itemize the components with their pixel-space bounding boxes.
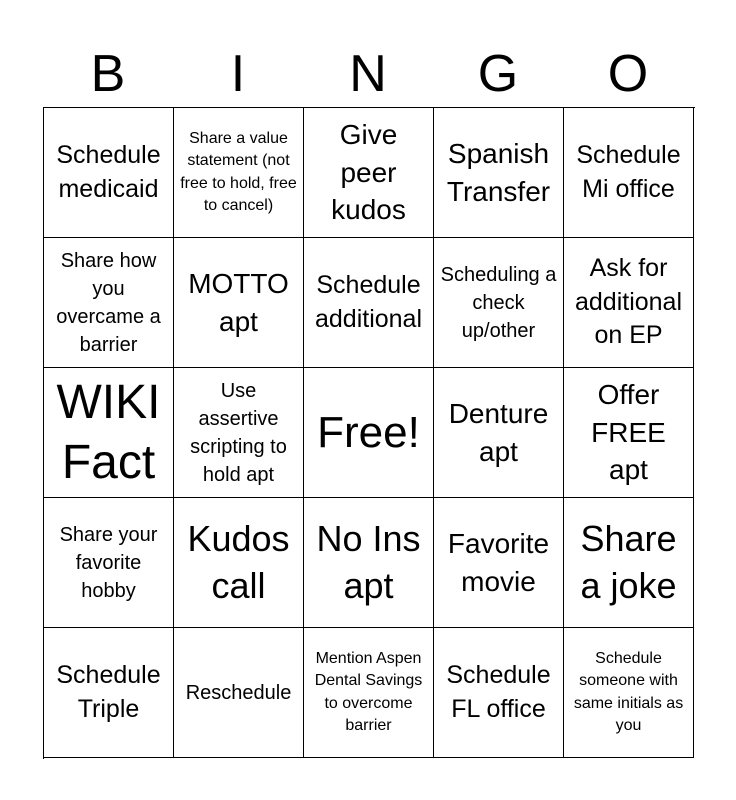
bingo-cell[interactable] xyxy=(304,628,434,758)
header-letter-n: N xyxy=(349,45,387,103)
bingo-cell[interactable] xyxy=(434,238,564,368)
bingo-cell[interactable] xyxy=(44,368,174,498)
cell-text: Reschedule xyxy=(185,681,292,704)
bingo-cell[interactable] xyxy=(44,628,174,758)
header-letter-i: I xyxy=(230,45,246,103)
cell-text: Share how you overcame a barrier xyxy=(56,249,161,356)
cell-text: MOTTO apt xyxy=(188,267,289,337)
cell-text: Offer FREE apt xyxy=(591,378,666,486)
cell-text: Kudos call xyxy=(187,517,290,606)
cell-text: Schedule someone with same initials as you xyxy=(573,649,684,734)
cell-text: Schedule Triple xyxy=(56,660,161,723)
cell-text: Favorite movie xyxy=(447,527,550,597)
cell-text: Schedule FL office xyxy=(446,660,551,723)
cell-text: Schedule medicaid xyxy=(56,140,161,203)
bingo-cell[interactable] xyxy=(174,628,304,758)
cell-text: WIKI Fact xyxy=(56,375,161,489)
bingo-cell[interactable] xyxy=(44,498,174,628)
bingo-cell[interactable] xyxy=(44,238,174,368)
header-letter-o: O xyxy=(607,45,649,103)
header-letter-g: G xyxy=(477,45,519,103)
bingo-cell[interactable] xyxy=(564,108,694,238)
cell-text: Schedule Mi office xyxy=(576,140,681,203)
free-space[interactable] xyxy=(304,368,434,498)
cell-text: Spanish Transfer xyxy=(446,137,551,207)
bingo-cell[interactable] xyxy=(174,368,304,498)
bingo-cell[interactable] xyxy=(564,368,694,498)
bingo-cell[interactable] xyxy=(174,498,304,628)
bingo-cell[interactable] xyxy=(174,108,304,238)
bingo-cell[interactable] xyxy=(564,238,694,368)
bingo-cell[interactable] xyxy=(304,498,434,628)
bingo-cell[interactable] xyxy=(434,108,564,238)
bingo-cell[interactable] xyxy=(174,238,304,368)
cell-text: Ask for additional on EP xyxy=(574,253,683,350)
bingo-cell[interactable] xyxy=(434,628,564,758)
cell-text: Share a value statement (not free to hold, free to cancel) xyxy=(180,129,297,214)
cell-text: Denture apt xyxy=(448,397,549,467)
bingo-cell[interactable] xyxy=(304,238,434,368)
bingo-cell[interactable] xyxy=(564,628,694,758)
cell-text: Share your favorite hobby xyxy=(59,523,158,602)
cell-text: Scheduling a check up/other xyxy=(440,263,557,342)
bingo-cell[interactable] xyxy=(304,108,434,238)
bingo-cell[interactable] xyxy=(44,108,174,238)
header-letter-b: B xyxy=(90,45,126,103)
cell-text: Schedule additional xyxy=(314,270,423,333)
cell-text: Use assertive scripting to hold apt xyxy=(190,379,287,486)
bingo-cell[interactable] xyxy=(434,368,564,498)
cell-text: Share a joke xyxy=(580,517,677,606)
cell-text: No Ins apt xyxy=(316,517,421,606)
bingo-cell[interactable] xyxy=(434,498,564,628)
bingo-board xyxy=(43,107,695,759)
cell-text: Mention Aspen Dental Savings to overcome barrier xyxy=(314,649,423,734)
bingo-header xyxy=(43,40,693,108)
bingo-cell[interactable] xyxy=(564,498,694,628)
cell-text: Free! xyxy=(317,408,420,457)
cell-text: Give peer kudos xyxy=(331,118,406,226)
